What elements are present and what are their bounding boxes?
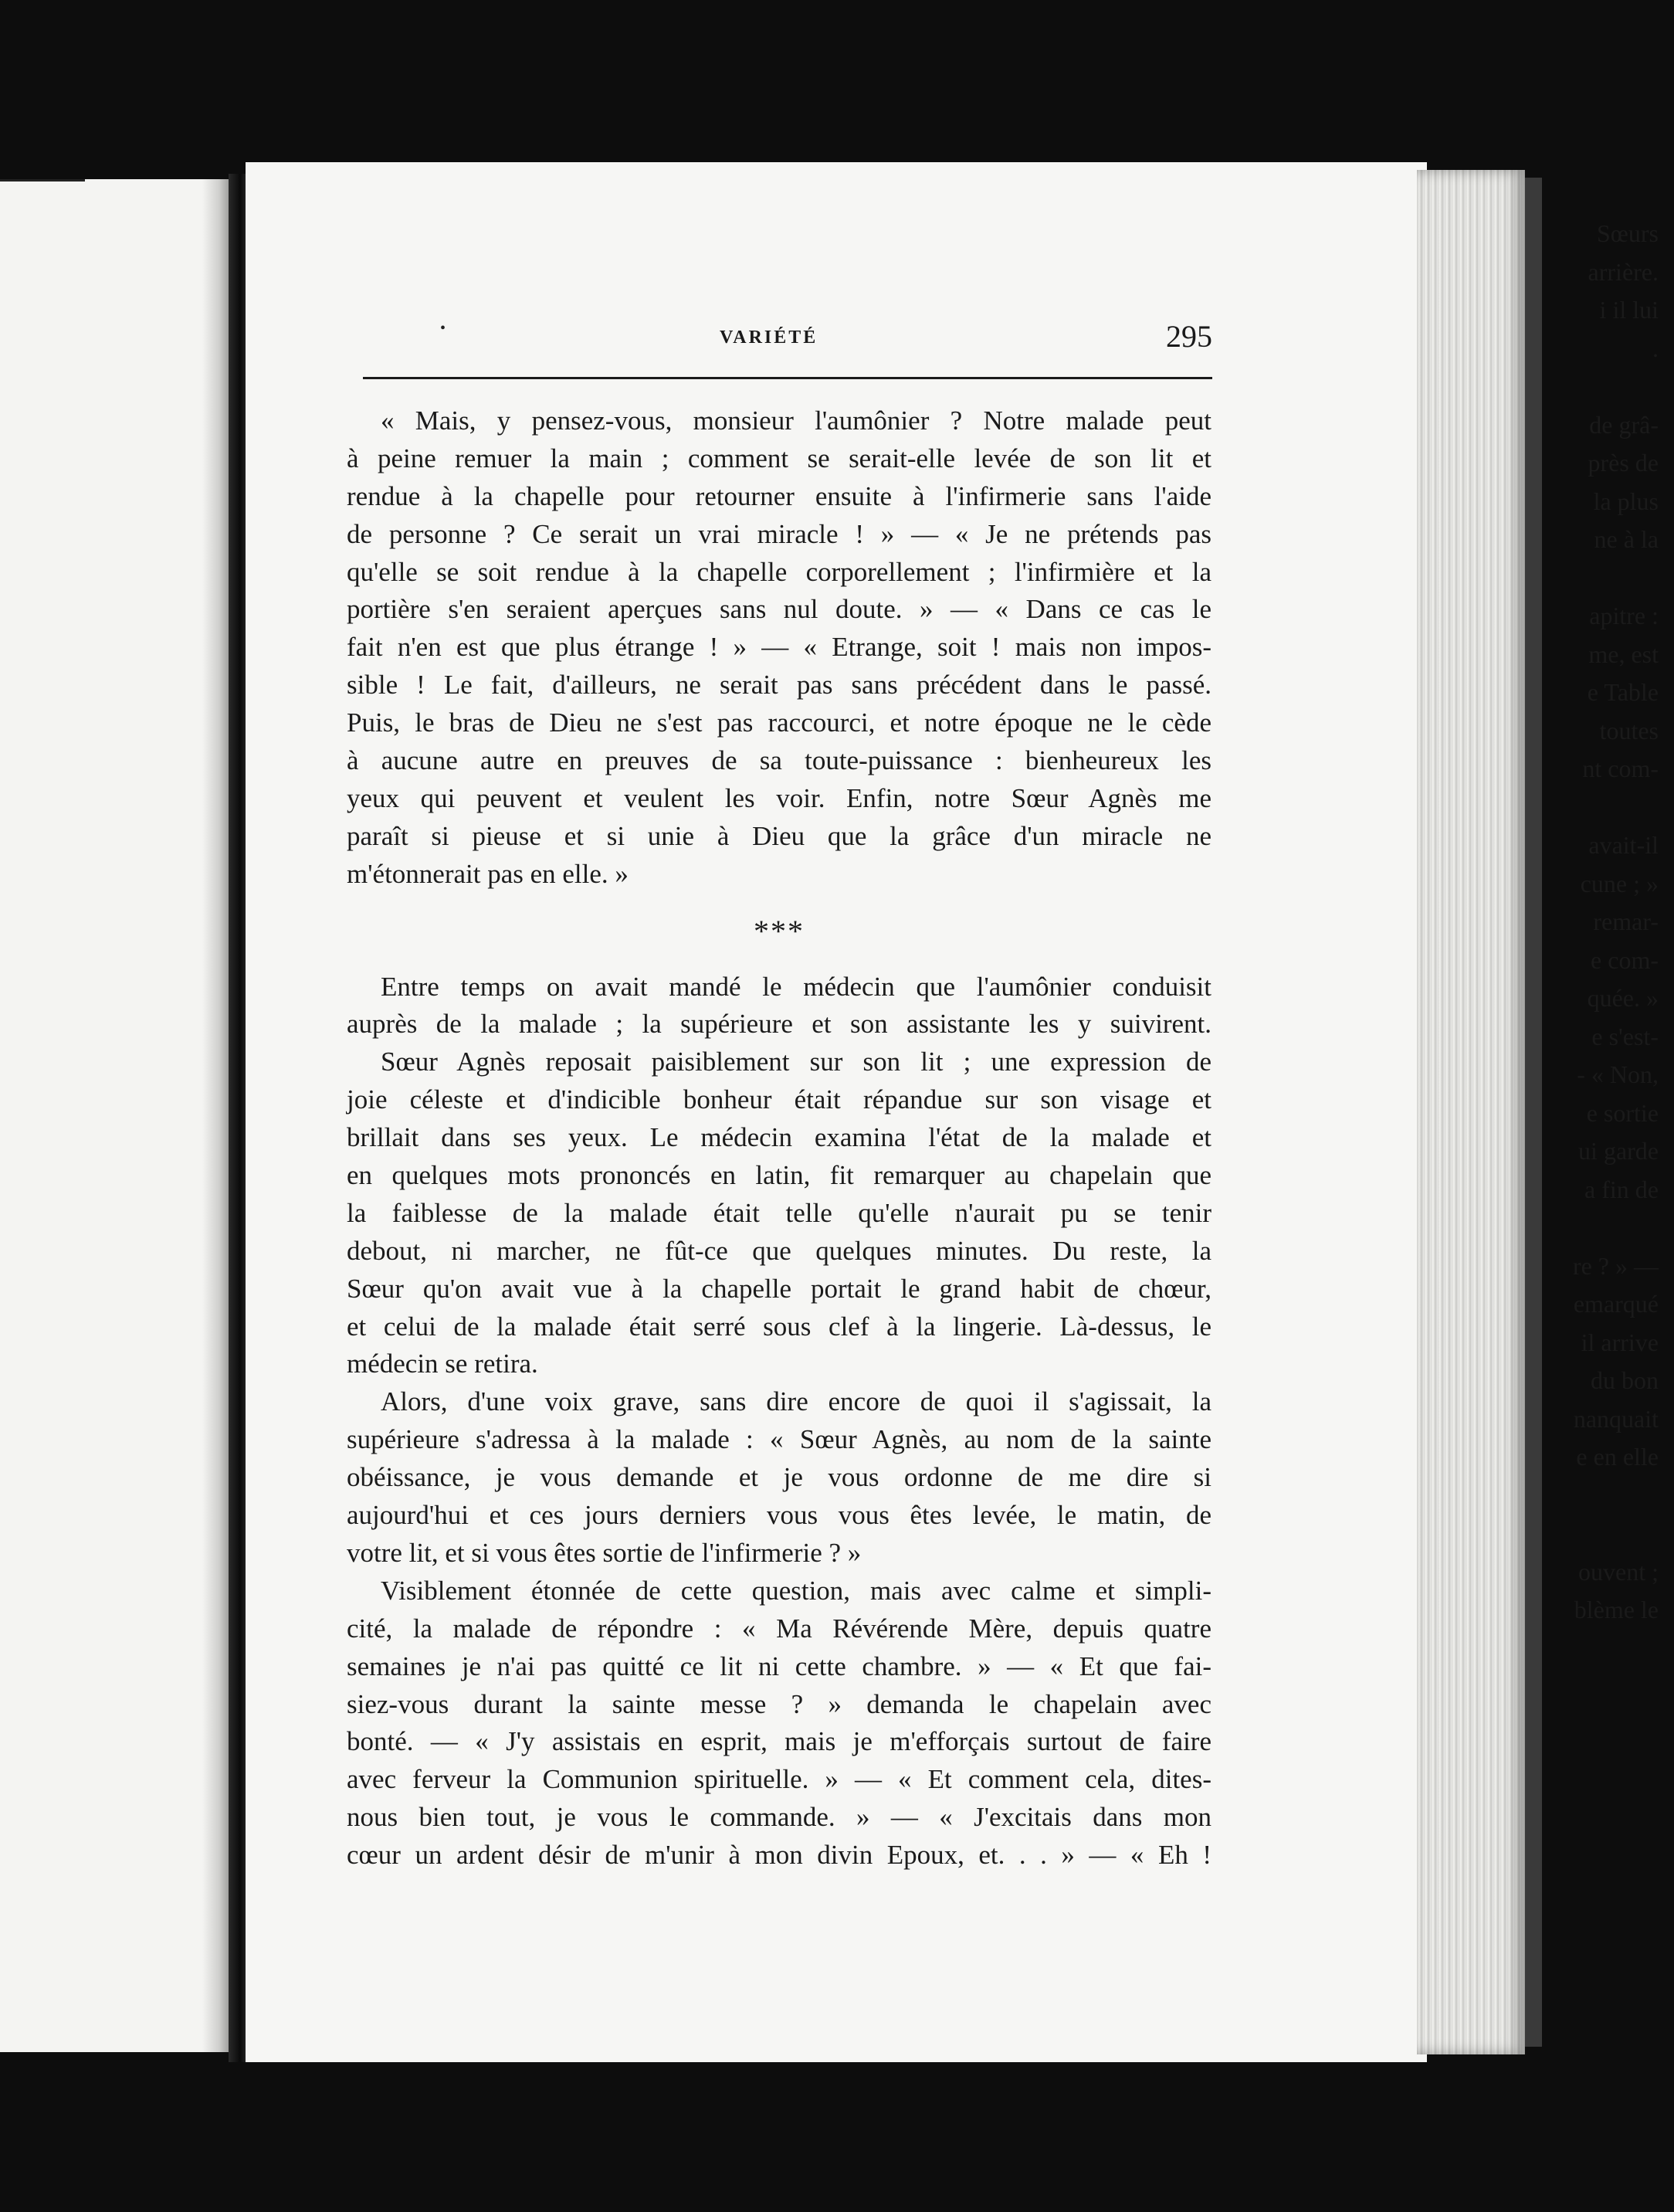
header-rule <box>363 377 1212 379</box>
left-text-line: e en elle <box>1576 1443 1659 1471</box>
page-number: 295 <box>1166 319 1212 354</box>
text-line: debout, ni marcher, ne fût-ce que quelques minutes. Du reste, la <box>347 1235 1211 1266</box>
text-line: votre lit, et si vous êtes sortie de l'infirmerie ? » <box>347 1537 862 1568</box>
text-line: « Mais, y pensez-vous, monsieur l'aumônier ? Notre malade peut <box>381 405 1211 436</box>
left-text-line: apitre : <box>1589 602 1659 629</box>
left-text-line: re ? » — <box>1572 1251 1659 1280</box>
left-text-line: nt com- <box>1582 755 1659 782</box>
printer-mark: • <box>440 320 446 337</box>
paragraph-2 <box>347 969 1211 1044</box>
paragraph-3 <box>347 1043 1211 1383</box>
left-text-line: nanquait <box>1573 1404 1659 1433</box>
left-text-line: remar- <box>1593 908 1659 935</box>
paragraph-5 <box>347 1572 1211 1874</box>
text-line: à aucune autre en preuves de sa toute-puissance : bienheureux les <box>347 745 1211 776</box>
running-title: VARIÉTÉ <box>720 327 818 348</box>
page-edges <box>1417 170 1525 2054</box>
text-line: nous bien tout, je vous le commande. » — « J'excitais dans mon <box>347 1802 1211 1833</box>
left-text-line: ne à la <box>1594 525 1659 553</box>
left-text-line: a fin de <box>1584 1175 1659 1203</box>
left-text-line: de grâ- <box>1589 410 1659 439</box>
text-line: aujourd'hui et ces jours derniers vous vous êtes levée, le matin, de <box>347 1500 1211 1531</box>
left-text-line: cune ; » <box>1580 869 1659 897</box>
text-line: bonté. — « J'y assistais en esprit, mais je m'efforçais surtout de faire <box>347 1726 1211 1757</box>
left-text-line: toutes <box>1599 716 1659 745</box>
left-text-line: me, est <box>1588 640 1659 668</box>
left-text-line: - « Non, <box>1577 1060 1659 1088</box>
left-text-line: près de <box>1588 449 1659 477</box>
left-text-line: il arrive <box>1581 1328 1659 1356</box>
asterism <box>347 894 1211 969</box>
text-line: yeux qui peuvent et veulent les voir. Enfin, notre Sœur Agnès me <box>347 782 1211 813</box>
text-line: siez-vous durant la sainte messe ? » demanda le chapelain avec <box>347 1688 1211 1719</box>
text-line: médecin se retira. <box>347 1349 538 1379</box>
text-line: et celui de la malade était serré sous clef à la lingerie. Là-dessus, le <box>347 1311 1211 1342</box>
text-line: qu'elle se soit rendue à la chapelle corporellement ; l'infirmière et la <box>347 556 1211 587</box>
text-line: semaines je n'ai pas quitté ce lit ni cette chambre. » — « Et que fai- <box>347 1651 1211 1681</box>
left-text-line: du bon <box>1591 1366 1659 1394</box>
text-line: auprès de la malade ; la supérieure et son assistante les y suivirent. <box>347 1009 1211 1040</box>
left-text-line: blème le <box>1574 1596 1659 1623</box>
text-line: Sœur Agnès reposait paisiblement sur son lit ; une expression de <box>381 1047 1211 1077</box>
paragraph-4 <box>347 1383 1211 1572</box>
left-text-line: e sortie <box>1586 1098 1659 1127</box>
left-text-line: emarqué <box>1573 1290 1659 1318</box>
text-line: cœur un ardent désir de m'unir à mon divin Epoux, et. . . » — « Eh ! <box>347 1840 1211 1871</box>
text-line: en quelques mots prononcés en latin, fit remarquer au chapelain que <box>347 1160 1211 1191</box>
text-line: portière s'en seraient aperçues sans nul doute. » — « Dans ce cas le <box>347 594 1211 625</box>
text-line: Alors, d'une voix grave, sans dire encore de quoi il s'agissait, la <box>381 1386 1211 1417</box>
left-page-gutter-shadow <box>202 179 230 2052</box>
text-line: avec ferveur la Communion spirituelle. » — « Et comment cela, dites- <box>347 1764 1211 1795</box>
text-line: obéissance, je vous demande et je vous ordonne de me dire si <box>347 1462 1211 1493</box>
running-head <box>363 318 1212 365</box>
left-text-line: avait-il <box>1588 831 1659 859</box>
left-text-line: quée. » <box>1587 984 1659 1012</box>
text-line: Puis, le bras de Dieu ne s'est pas raccourci, et notre époque ne le cède <box>347 707 1211 738</box>
asterism-glyphs: *** <box>754 913 805 948</box>
text-line: paraît si pieuse et si unie à Dieu que la grâce d'un miracle ne <box>347 820 1211 851</box>
text-line: Visiblement étonnée de cette question, mais avec calme et simpli- <box>381 1575 1211 1606</box>
text-line: Sœur qu'on avait vue à la chapelle portait le grand habit de chœur, <box>347 1273 1211 1304</box>
text-line: brillait dans ses yeux. Le médecin examina l'état de la malade et <box>347 1122 1211 1153</box>
paragraph-1 <box>347 402 1211 894</box>
left-text-line: . <box>1652 334 1659 362</box>
page-edges-shadow <box>1525 178 1542 2047</box>
left-text-line: i il lui <box>1599 296 1659 324</box>
text-line: à peine remuer la main ; comment se serait-elle levée de son lit et <box>347 443 1211 473</box>
left-text-line: la plus <box>1593 487 1659 515</box>
text-line: sible ! Le fait, d'ailleurs, ne serait pas sans précédent dans le passé. <box>347 670 1211 701</box>
text-line: de personne ? Ce serait un vrai miracle ! » — « Je ne prétends pas <box>347 518 1211 549</box>
text-line: rendue à la chapelle pour retourner ensuite à l'infirmerie sans l'aide <box>347 480 1211 511</box>
text-line: fait n'en est que plus étrange ! » — « Etrange, soit ! mais non impos- <box>347 632 1211 663</box>
text-line: joie céleste et d'indicible bonheur était répandue sur son visage et <box>347 1084 1211 1115</box>
left-text-line: e com- <box>1591 945 1659 974</box>
text-line: la faiblesse de la malade était telle qu'elle n'aurait pu se tenir <box>347 1197 1211 1228</box>
left-text-line: Sœurs <box>1596 219 1659 247</box>
left-page-rule <box>0 179 85 182</box>
left-text-line: ouvent ; <box>1578 1557 1659 1586</box>
left-text-line: e s'est- <box>1591 1022 1659 1050</box>
left-text-line: e Table <box>1587 678 1659 706</box>
text-line: supérieure s'adressa à la malade : « Sœur Agnès, au nom de la sainte <box>347 1424 1211 1455</box>
text-line: cité, la malade de répondre : « Ma Révérende Mère, depuis quatre <box>347 1613 1211 1644</box>
body-text <box>347 402 1211 1874</box>
left-page <box>0 179 230 2052</box>
left-text-line: ui garde <box>1578 1137 1659 1165</box>
text-line: Entre temps on avait mandé le médecin que l'aumônier conduisit <box>381 971 1211 1002</box>
left-text-line: arrière. <box>1588 257 1659 286</box>
text-line: m'étonnerait pas en elle. » <box>347 858 629 889</box>
